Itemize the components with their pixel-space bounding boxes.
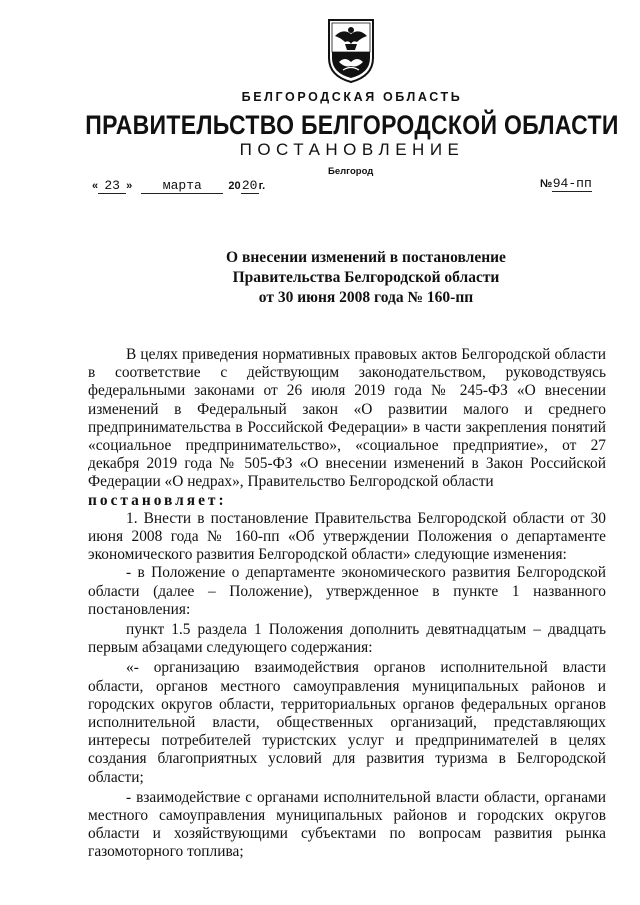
- paragraph-quote-1: «- организацию взаимодействия органов исполнительной власти области, органов местного самоуправления муниципальных районов и городских округов области, территориальных органов федеральных органов исполнительной власти, общественных организаций, представляющих интересы потребителей туристских услуг и предпринимателей в целях создания благоприятных условий для развития туризма в Белгородской области;: [88, 659, 606, 786]
- title-line-3: от 30 июня 2008 года № 160-пп: [258, 289, 474, 306]
- date-year-suffix: 20: [241, 178, 258, 193]
- document-title: [0, 248, 640, 308]
- region-name: БЕЛГОРОДСКАЯ ОБЛАСТЬ: [241, 90, 463, 104]
- document-body: [88, 346, 606, 862]
- paragraph-point-1-5: пункт 1.5 раздела 1 Положения дополнить девятнадцатым – двадцать первым абзацами следующего содержания:: [88, 621, 606, 657]
- document-date: [92, 178, 265, 194]
- date-month: марта: [141, 178, 223, 194]
- title-line-1: О внесении изменений в постановление: [226, 249, 506, 266]
- coat-of-arms-icon: [327, 18, 375, 84]
- paragraph-amendment: - в Положение о департаменте экономического развития Белгородской области (далее – Положение), утвержденное в пункте 1 названного постановления:: [88, 564, 606, 618]
- number-label: №: [540, 178, 553, 190]
- title-line-2: Правительства Белгородской области: [232, 269, 500, 286]
- date-year-prefix: 20: [228, 180, 241, 192]
- document-number: [540, 176, 592, 192]
- government-name: ПРАВИТЕЛЬСТВО БЕЛГОРОДСКОЙ ОБЛАСТИ: [85, 109, 619, 140]
- city-name: Белгород: [328, 166, 374, 177]
- date-day: 23: [98, 178, 126, 194]
- paragraph-item-1: 1. Внести в постановление Правительства Белгородской области от 30 июня 2008 года № 160-пп «Об утверждении Положения о департаменте экономического развития Белгородской области» следующие изменения:: [88, 509, 606, 564]
- number-value: 94-пп: [552, 176, 592, 191]
- paragraph-quote-2: - взаимодействие с органами исполнительной власти области, органами местного самоуправления муниципальных районов и городских округов области и хозяйствующими субъектами по вопросам развития рынка газомоторного топлива;: [88, 788, 606, 861]
- date-open-quote: «: [92, 180, 99, 192]
- resolves-word: постановляет:: [88, 491, 227, 509]
- date-close-quote: »: [126, 180, 133, 192]
- preamble-paragraph: В целях приведения нормативных правовых актов Белгородской области в соответствие с действующим законодательством, руководствуясь федеральными законами от 26 июля 2019 года № 245-ФЗ «О внесении изменений в Федеральный закон «О развитии малого и среднего предпринимательства в Российской Федерации» в части закрепления понятий «социальное предпринимательство», «социальное предприятие», от 27 декабря 2019 года № 505-ФЗ «О внесении изменений в Закон Российской Федерации «О недрах», Правительство Белгородской области: [88, 346, 606, 491]
- date-year-unit: г.: [258, 180, 266, 192]
- document-type: ПОСТАНОВЛЕНИЕ: [239, 140, 465, 159]
